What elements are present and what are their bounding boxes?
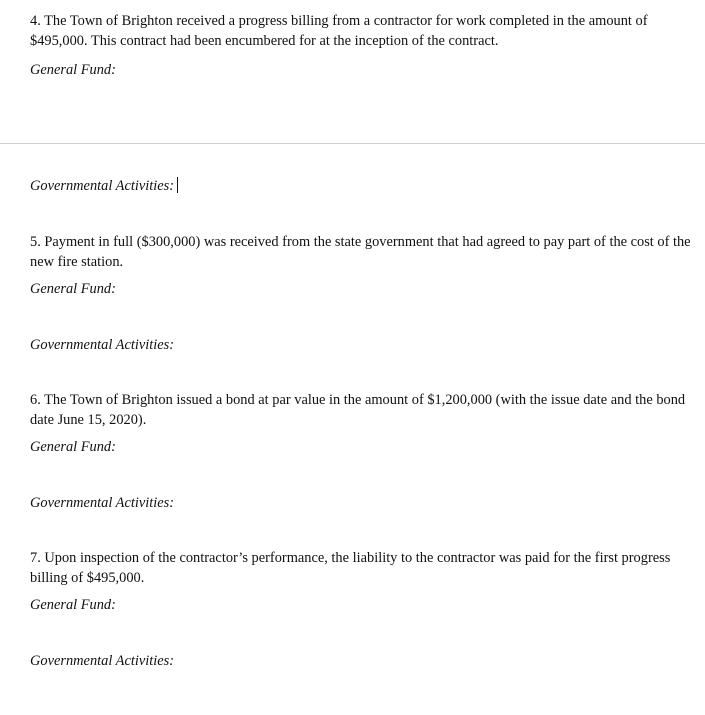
governmental-label-text: Governmental Activities: <box>30 178 174 194</box>
page-break-divider <box>0 143 705 144</box>
question-5-text: 5. Payment in full ($300,000) was received from the state government that had agreed to pay part of the cost of the new fire station. <box>30 234 691 270</box>
question-6-governmental-label: Governmental Activities: <box>30 495 174 511</box>
question-7-text: 7. Upon inspection of the contractor’s performance, the liability to the contractor was paid for the first progress billing of $495,000. <box>30 550 671 586</box>
question-6-text: 6. The Town of Brighton issued a bond at par value in the amount of $1,200,000 (with the issue date and the bond date June 15, 2020). <box>30 392 686 428</box>
question-5-general-fund-label: General Fund: <box>30 281 116 297</box>
question-5-governmental-label: Governmental Activities: <box>30 337 174 353</box>
question-6-general-fund-label: General Fund: <box>30 439 116 455</box>
question-4-text: 4. The Town of Brighton received a progress billing from a contractor for work completed in the amount of $495,000. This contract had been encumbered for at the inception of the contract. <box>30 13 648 49</box>
question-4-governmental-label[interactable] <box>30 176 178 196</box>
text-cursor <box>177 177 178 193</box>
question-7-governmental-label: Governmental Activities: <box>30 653 174 669</box>
question-4-general-fund-label: General Fund: <box>30 62 116 78</box>
question-7-general-fund-label: General Fund: <box>30 597 116 613</box>
